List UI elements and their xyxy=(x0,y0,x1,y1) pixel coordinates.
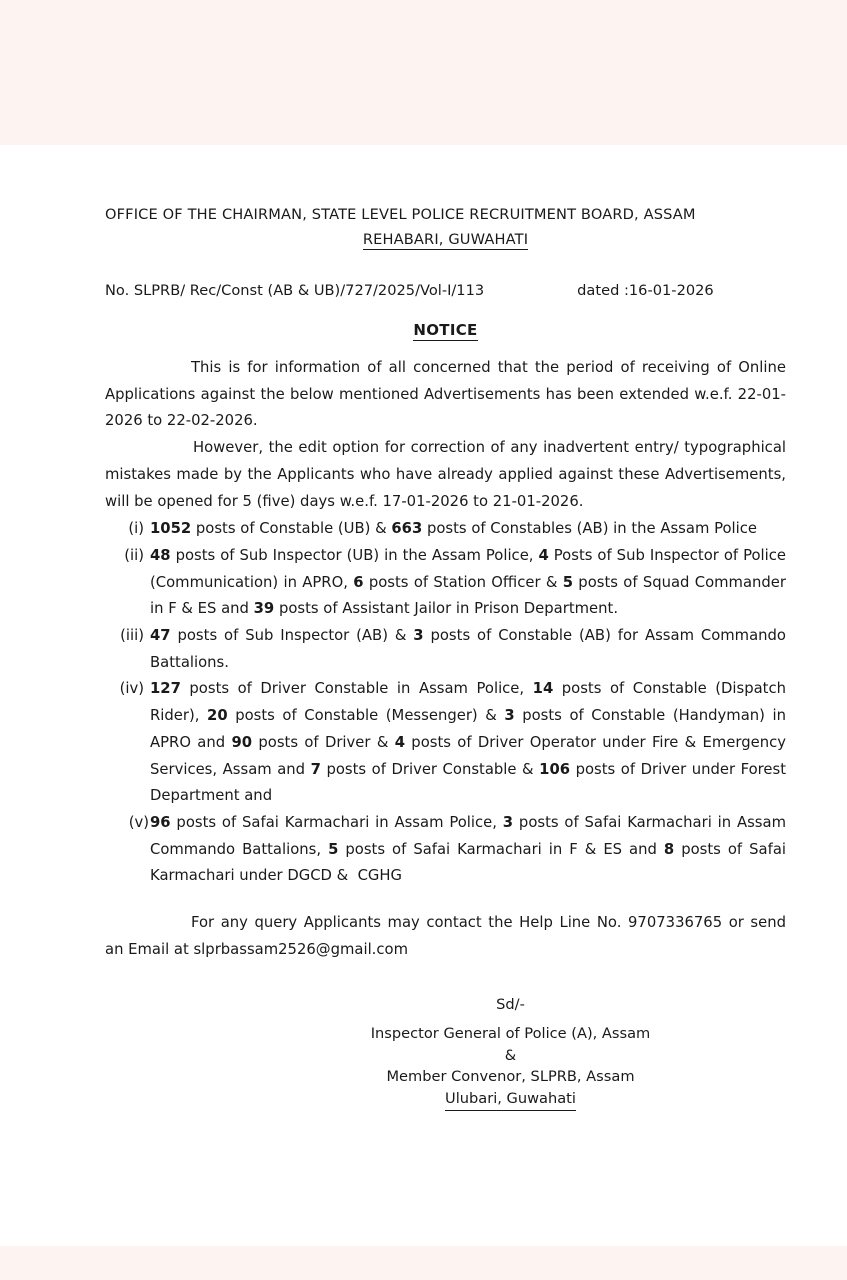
reference-row xyxy=(105,281,786,301)
paragraph-extension-notice xyxy=(105,355,786,435)
reference-date: dated :16-01-2026 xyxy=(577,282,714,299)
list-item-text: 1052 posts of Constable (UB) & 663 posts of Constables (AB) in the Assam Police xyxy=(150,520,757,538)
paragraph-1-text: This is for information of all concerned that the period of receiving of Online Applications against the below mentioned Advertisements has been extended w.e.f. 22-01-2026 to 22-02-2026. xyxy=(105,359,786,430)
list-item-marker: (v) xyxy=(128,813,149,831)
list-item-marker: (i) xyxy=(128,520,144,538)
list-item-marker: (iv) xyxy=(119,680,144,698)
reference-number: No. SLPRB/ Rec/Const (AB & UB)/727/2025/Vol-I/113 xyxy=(105,282,485,299)
advertisement-list xyxy=(105,516,786,890)
signature-designation-1: Inspector General of Police (A), Assam xyxy=(370,1025,651,1043)
paragraph-2-text: However, the edit option for correction of any inadvertent entry/ typographical mistakes made by the Applicants who have already applied against these Advertisements, will be opened for 5 (five) days w.e.f. 17-01-2026 to 21-01-2026. xyxy=(105,439,786,510)
office-header-line-2: REHABARI, GUWAHATI xyxy=(362,231,529,248)
list-item xyxy=(105,623,786,676)
office-header-line-1: OFFICE OF THE CHAIRMAN, STATE LEVEL POLICE RECRUITMENT BOARD, ASSAM xyxy=(105,206,696,223)
contact-text: For any query Applicants may contact the Help Line No. 9707336765 or send an Email at slprbassam2526@gmail.com xyxy=(105,914,786,958)
list-item-marker: (ii) xyxy=(124,546,144,564)
list-item-marker: (iii) xyxy=(120,627,144,645)
list-item-text: 127 posts of Driver Constable in Assam Police, 14 posts of Constable (Dispatch Rider), 20 posts of Constable (Messenger) & 3 posts of Constable (Handyman) in APRO and 90 posts of Driver & 4 posts of Driver Operator under Fire & Emergency Services, Assam and 7 posts of Driver Constable & 106 posts of Driver under Forest Department and xyxy=(150,680,787,805)
list-item xyxy=(105,516,786,543)
signature-address: Ulubari, Guwahati xyxy=(445,1088,576,1111)
paragraph-edit-window xyxy=(105,435,786,515)
list-item-text: 96 posts of Safai Karmachari in Assam Police, 3 posts of Safai Karmachari in Assam Commando Battalions, 5 posts of Safai Karmachari in F & ES and 8 posts of Safai Karmachari under DGCD & CGHG xyxy=(150,813,786,885)
list-item xyxy=(105,543,786,623)
paragraph-contact xyxy=(105,910,786,963)
office-header-line-2-wrapper xyxy=(105,229,786,250)
list-item-text: 48 posts of Sub Inspector (UB) in the Assam Police, 4 Posts of Sub Inspector of Police (Communication) in APRO, 6 posts of Station Officer & 5 posts of Squad Commander in F & ES and 39 posts of Assistant Jailor in Prison Department. xyxy=(150,546,786,618)
list-item xyxy=(105,676,786,810)
top-background-band xyxy=(0,0,847,145)
notice-title-wrapper xyxy=(105,320,786,341)
signature-designation-2: Member Convenor, SLPRB, Assam xyxy=(386,1068,635,1086)
signature-block xyxy=(105,994,786,1111)
document-body xyxy=(105,145,786,1111)
signature-sd: Sd/- xyxy=(496,996,525,1014)
document-page xyxy=(0,145,847,1246)
signature-ampersand: & xyxy=(504,1047,517,1065)
signature-address-wrapper xyxy=(371,1088,651,1111)
bottom-background-band xyxy=(0,1246,847,1280)
list-item-text: 47 posts of Sub Inspector (AB) & 3 posts of Constable (AB) for Assam Commando Battalions. xyxy=(150,627,786,671)
list-item xyxy=(105,810,786,890)
page-title: NOTICE xyxy=(413,321,478,339)
signature-inner xyxy=(371,994,651,1111)
